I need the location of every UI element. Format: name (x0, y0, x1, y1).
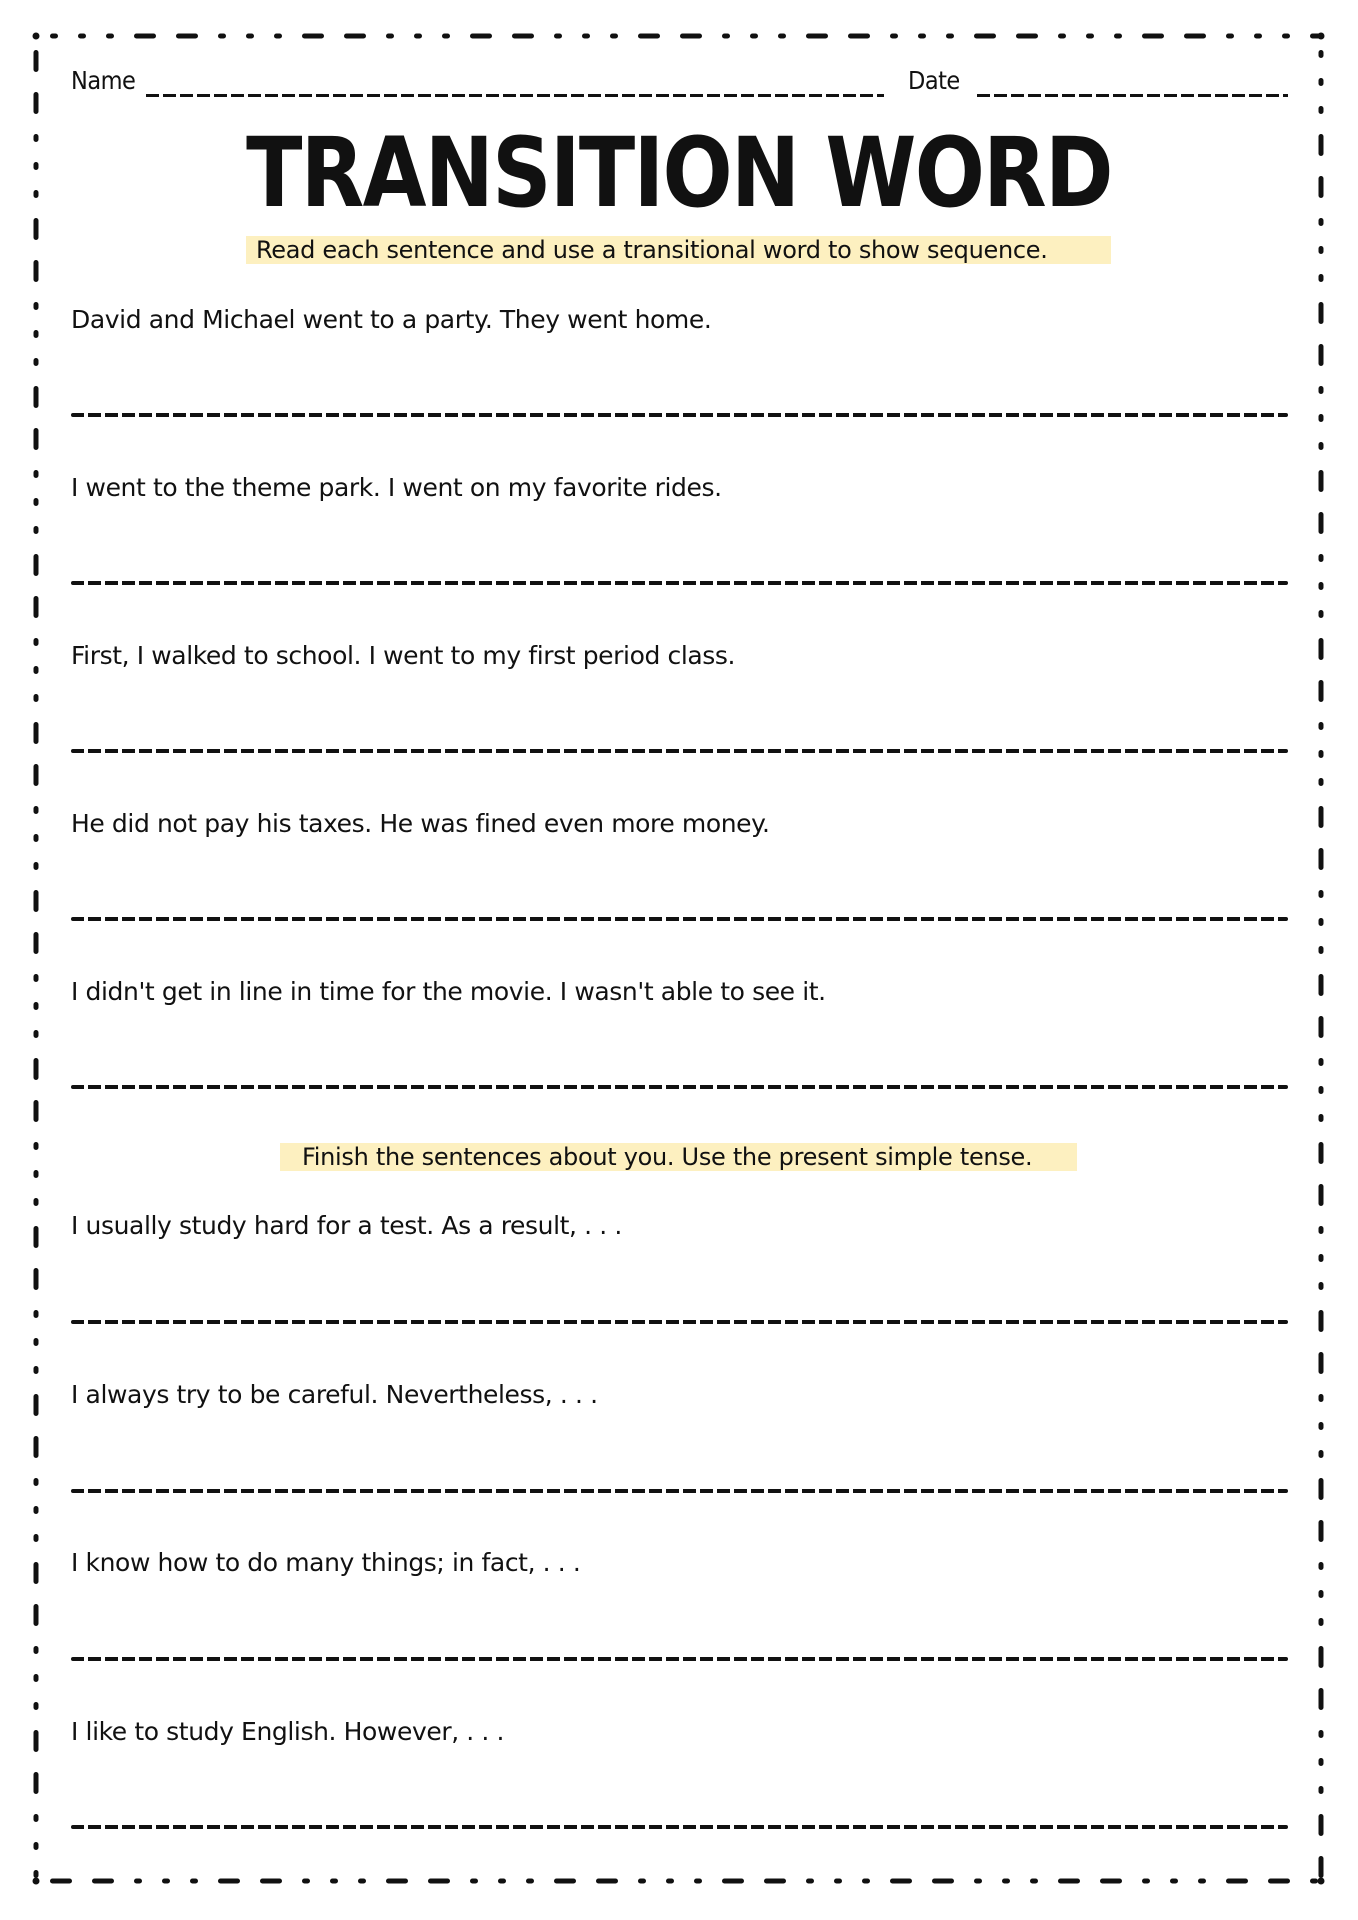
border-dash (190, 1879, 198, 1884)
section2-instruction-text: Finish the sentences about you. Use the present simple tense. (302, 1143, 1033, 1171)
border-dash (34, 722, 39, 744)
border-dash (302, 1879, 310, 1884)
border-dash (694, 1879, 702, 1884)
border-dash (34, 1814, 39, 1822)
border-dash (34, 1562, 39, 1584)
border-dash (1319, 1688, 1324, 1710)
border-dash (34, 260, 39, 282)
border-dash (78, 34, 86, 39)
date-field[interactable] (908, 66, 1298, 102)
border-dash (1002, 1879, 1010, 1884)
border-dash (34, 428, 39, 450)
border-dash (246, 34, 254, 39)
border-dash (34, 218, 39, 240)
border-dash (34, 806, 39, 814)
border-dash (34, 862, 39, 870)
border-dash (1170, 1879, 1178, 1884)
border-corner-dot (33, 33, 40, 40)
border-dash (34, 92, 39, 114)
border-dash (848, 34, 870, 39)
border-dash (1142, 34, 1164, 39)
border-dash (34, 764, 39, 786)
border-dash (34, 330, 39, 338)
border-dash (134, 34, 156, 39)
border-dash (1319, 806, 1324, 828)
border-dash (610, 34, 618, 39)
border-dash (1319, 386, 1324, 394)
border-dash (34, 638, 39, 646)
border-dash (50, 34, 58, 39)
border-dash (1319, 1422, 1324, 1430)
border-dash (1319, 1562, 1324, 1570)
border-dash (1319, 918, 1324, 926)
border-dash (1142, 1879, 1150, 1884)
exercise-sentence: First, I walked to school. I went to my first period class. (71, 641, 736, 670)
border-dash (1319, 246, 1324, 254)
answer-line[interactable] (71, 1085, 1288, 1089)
exercise-sentence: He did not pay his taxes. He was fined even more money. (71, 809, 770, 838)
border-dash (34, 526, 39, 534)
exercise-sentence: I know how to do many things; in fact, . . . (71, 1548, 581, 1577)
border-corner-dot (1318, 1878, 1325, 1885)
border-dash (1319, 176, 1324, 198)
answer-line[interactable] (71, 1657, 1288, 1661)
name-field[interactable] (71, 66, 891, 102)
border-dash (302, 34, 324, 39)
border-dash (34, 694, 39, 702)
border-dash (34, 1030, 39, 1038)
border-dash (34, 1842, 39, 1850)
border-dash (890, 1879, 912, 1884)
border-dash (162, 1879, 170, 1884)
border-dash (1198, 1879, 1206, 1884)
border-dash (918, 34, 926, 39)
exercise-sentence: I like to study English. However, . . . (71, 1717, 505, 1746)
exercise-sentence: I always try to be careful. Nevertheless, . . . (71, 1380, 598, 1409)
border-dash (1319, 218, 1324, 226)
border-dash (1319, 1758, 1324, 1766)
border-corner-dot (33, 1878, 40, 1885)
date-label: Date (908, 66, 960, 95)
border-dash (34, 1100, 39, 1122)
border-dash (1319, 554, 1324, 562)
border-dash (1016, 34, 1038, 39)
border-dash (1319, 1450, 1324, 1458)
border-dash (1319, 1184, 1324, 1206)
border-dash (1319, 1590, 1324, 1598)
border-dash (722, 34, 730, 39)
border-dash (512, 34, 534, 39)
border-dash (1184, 34, 1206, 39)
border-dash (1319, 1520, 1324, 1542)
border-dash (260, 1879, 282, 1884)
border-dash (638, 1879, 646, 1884)
border-dash (1319, 1254, 1324, 1262)
name-label: Name (71, 66, 136, 95)
border-dash (932, 1879, 954, 1884)
border-dash (1319, 302, 1324, 324)
border-dash (34, 890, 39, 912)
border-dash (34, 1674, 39, 1682)
border-dash (34, 834, 39, 842)
border-dash (1254, 34, 1262, 39)
border-dash (1319, 610, 1324, 618)
border-dash (274, 34, 282, 39)
border-dash (34, 1646, 39, 1654)
border-dash (34, 358, 39, 366)
answer-line[interactable] (71, 1825, 1288, 1829)
border-dash (1319, 1478, 1324, 1500)
border-dash (34, 302, 39, 310)
border-dash (1319, 1142, 1324, 1164)
border-dash (34, 1436, 39, 1458)
border-dash (34, 1506, 39, 1514)
border-dash (1226, 34, 1234, 39)
border-dash (92, 1879, 114, 1884)
border-dash (764, 1879, 786, 1884)
border-dash (50, 1879, 72, 1884)
border-dash (750, 34, 758, 39)
border-dash (1319, 1282, 1324, 1290)
worksheet-title: TRANSITION WORD (246, 117, 1112, 229)
border-dash (1319, 1352, 1324, 1374)
border-dash (34, 50, 39, 72)
exercise-sentence: David and Michael went to a party. They went home. (71, 305, 712, 334)
border-dash (806, 1879, 814, 1884)
border-dash (34, 134, 39, 142)
border-dash (34, 1268, 39, 1290)
border-dash (1319, 78, 1324, 86)
border-dash (554, 1879, 576, 1884)
border-dash (34, 1058, 39, 1080)
exercise-sentence: I went to the theme park. I went on my favorite rides. (71, 473, 722, 502)
border-dash (1268, 1879, 1290, 1884)
border-dash (666, 1879, 674, 1884)
border-dash (498, 1879, 506, 1884)
answer-line[interactable] (71, 1320, 1288, 1324)
border-dash (344, 34, 366, 39)
border-dash (1319, 722, 1324, 730)
border-dash (386, 1879, 408, 1884)
border-dash (1114, 34, 1122, 39)
border-dash (34, 666, 39, 674)
border-dash (34, 1702, 39, 1710)
border-dash (34, 1772, 39, 1794)
border-dash (680, 34, 702, 39)
section1-instruction (246, 236, 1111, 264)
border-dash (974, 1879, 982, 1884)
border-dash (1319, 1310, 1324, 1332)
border-dash (1319, 1618, 1324, 1626)
border-dash (1319, 1856, 1324, 1878)
border-dash (34, 596, 39, 618)
border-dash (34, 1198, 39, 1206)
border-dash (470, 1879, 478, 1884)
border-dash (34, 1170, 39, 1178)
border-dash (722, 1879, 744, 1884)
border-dash (1319, 134, 1324, 156)
answer-line[interactable] (71, 1489, 1288, 1493)
border-dash (834, 1879, 842, 1884)
border-dash (106, 34, 114, 39)
border-dash (1319, 50, 1324, 58)
border-dash (1319, 1226, 1324, 1234)
border-dash (1319, 1394, 1324, 1402)
border-dash (1319, 946, 1324, 954)
border-dash (1319, 974, 1324, 996)
border-dash (1319, 680, 1324, 702)
border-dash (1319, 638, 1324, 660)
section1-instruction-text: Read each sentence and use a transitional word to show sequence. (256, 236, 1048, 264)
border-dash (34, 1142, 39, 1150)
border-dash (34, 1394, 39, 1416)
border-dash (1030, 1879, 1038, 1884)
border-corner-dot (1318, 33, 1325, 40)
border-dash (414, 34, 422, 39)
border-dash (1319, 344, 1324, 366)
border-dash (1319, 1730, 1324, 1738)
border-dash (34, 1226, 39, 1248)
border-dash (34, 498, 39, 506)
border-dash (34, 1338, 39, 1346)
answer-line[interactable] (71, 413, 1288, 417)
border-dash (34, 1366, 39, 1374)
border-dash (134, 1879, 142, 1884)
border-dash (1319, 848, 1324, 870)
border-dash (34, 554, 39, 576)
border-dash (330, 1879, 338, 1884)
border-dash (34, 1002, 39, 1010)
border-dash (1058, 1879, 1080, 1884)
exercise-sentence: I usually study hard for a test. As a result, . . . (71, 1211, 622, 1240)
border-dash (526, 1879, 534, 1884)
border-dash (34, 470, 39, 478)
border-dash (1058, 34, 1066, 39)
border-dash (1319, 442, 1324, 450)
border-dash (638, 34, 660, 39)
date-input-line[interactable] (977, 94, 1288, 97)
border-dash (1319, 890, 1324, 898)
border-dash (1319, 1058, 1324, 1066)
border-dash (218, 1879, 240, 1884)
border-dash (34, 1310, 39, 1318)
section2-instruction (280, 1143, 1077, 1171)
border-dash (1319, 106, 1324, 114)
border-dash (890, 34, 898, 39)
border-dash (34, 1604, 39, 1626)
border-dash (34, 1478, 39, 1486)
border-dash (1319, 1114, 1324, 1122)
border-dash (428, 1879, 450, 1884)
border-dash (554, 34, 562, 39)
border-dash (1319, 1016, 1324, 1038)
border-dash (34, 190, 39, 198)
border-dash (806, 34, 828, 39)
border-dash (1319, 750, 1324, 758)
answer-line[interactable] (71, 581, 1288, 585)
border-dash (176, 34, 198, 39)
border-dash (34, 1534, 39, 1542)
border-dash (1319, 274, 1324, 282)
border-dash (470, 34, 492, 39)
border-dash (1319, 414, 1324, 422)
border-dash (1319, 1086, 1324, 1094)
border-dash (974, 34, 996, 39)
border-dash (34, 1870, 39, 1878)
border-dash (1319, 470, 1324, 492)
border-dash (34, 932, 39, 954)
border-dash (1319, 1786, 1324, 1794)
border-dash (1282, 34, 1290, 39)
border-dash (582, 34, 590, 39)
border-dash (1319, 1814, 1324, 1836)
border-dash (1319, 778, 1324, 786)
border-dash (862, 1879, 870, 1884)
border-dash (596, 1879, 618, 1884)
border-dash (358, 1879, 366, 1884)
border-dash (1319, 1646, 1324, 1668)
border-dash (946, 34, 954, 39)
name-input-line[interactable] (146, 94, 884, 97)
exercise-sentence: I didn't get in line in time for the movie. I wasn't able to see it. (71, 977, 826, 1006)
border-dash (778, 34, 786, 39)
border-dash (442, 34, 450, 39)
border-dash (34, 162, 39, 170)
border-dash (1310, 1879, 1318, 1884)
border-dash (1319, 582, 1324, 590)
border-dash (34, 386, 39, 408)
answer-line[interactable] (71, 749, 1288, 753)
border-dash (34, 974, 39, 982)
border-dash (1086, 34, 1094, 39)
border-dash (386, 34, 394, 39)
border-dash (218, 34, 226, 39)
border-dash (1319, 512, 1324, 534)
border-dash (1100, 1879, 1122, 1884)
border-dash (1226, 1879, 1248, 1884)
border-dash (34, 1730, 39, 1752)
answer-line[interactable] (71, 917, 1288, 921)
